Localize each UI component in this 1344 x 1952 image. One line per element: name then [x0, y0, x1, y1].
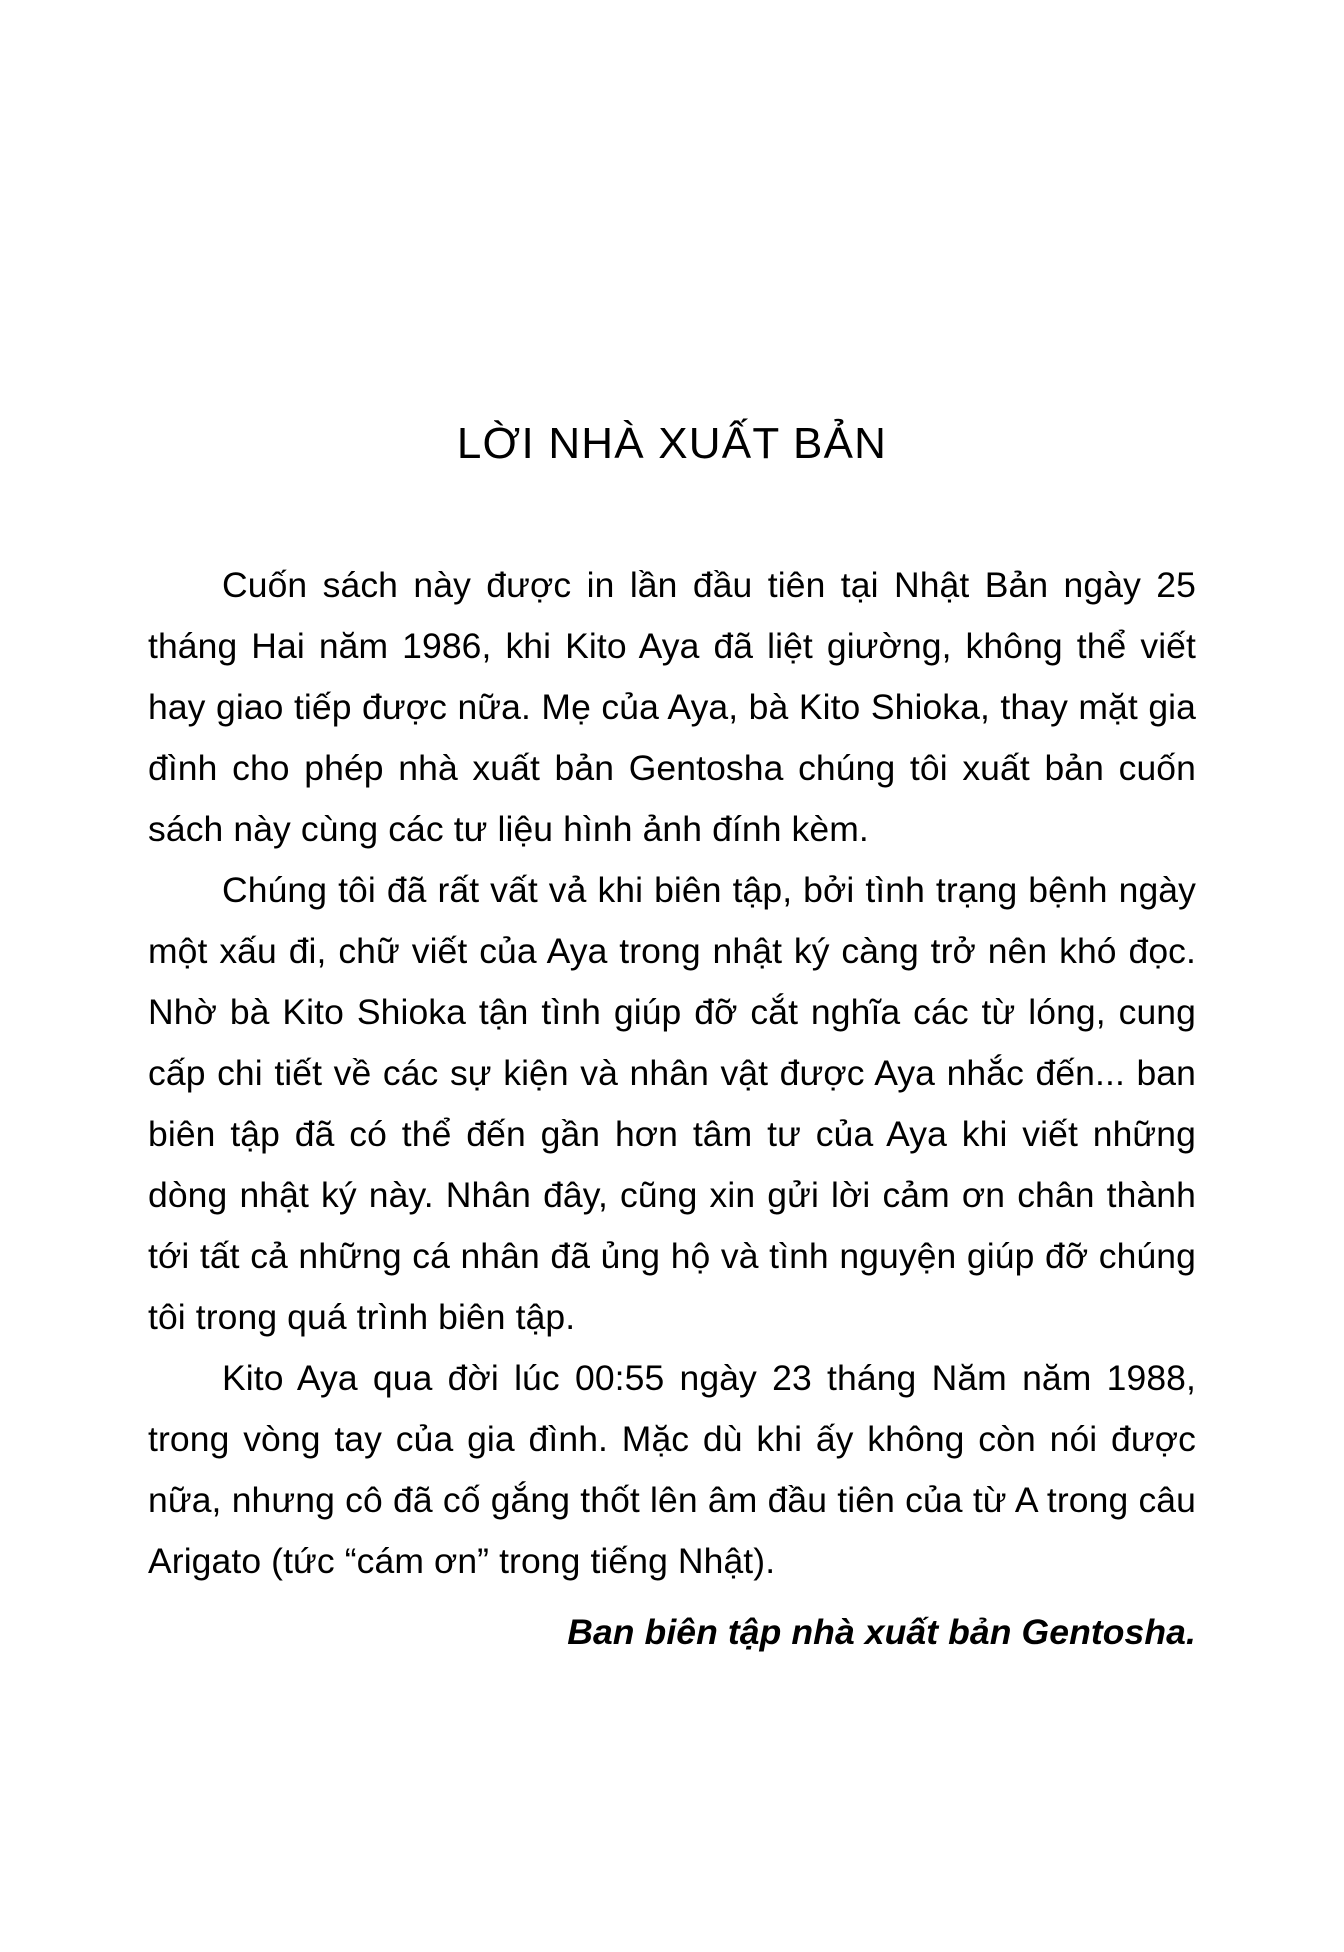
paragraph: Cuốn sách này được in lần đầu tiên tại Nhật Bản ngày 25 tháng Hai năm 1986, khi Kito Aya đã liệt giường, không thể viết hay giao tiếp được nữa. Mẹ của Aya, bà Kito Shioka, thay mặt gia đình cho phép nhà xuất bản Gentosha chúng tôi xuất bản cuốn sách này cùng các tư liệu hình ảnh đính kèm.: [148, 564, 1196, 849]
page-title: LỜI NHÀ XUẤT BẢN: [456, 419, 888, 468]
paragraph: Chúng tôi đã rất vất vả khi biên tập, bởi tình trạng bệnh ngày một xấu đi, chữ viết của Aya trong nhật ký càng trở nên khó đọc. Nhờ bà Kito Shioka tận tình giúp đỡ cắt nghĩa các từ lóng, cung cấp chi tiết về các sự kiện và nhân vật được Aya nhắc đến... ban biên tập đã có thể đến gần hơn tâm tư của Aya khi viết những dòng nhật ký này. Nhân đây, cũng xin gửi lời cảm ơn chân thành tới tất cả những cá nhân đã ủng hộ và tình nguyện giúp đỡ chúng tôi trong quá trình biên tập.: [148, 869, 1196, 1337]
paragraph: Kito Aya qua đời lúc 00:55 ngày 23 tháng Năm năm 1988, trong vòng tay của gia đình. Mặc dù khi ấy không còn nói được nữa, nhưng cô đã cố gắng thốt lên âm đầu tiên của từ A trong câu Arigato (tức “cám ơn” trong tiếng Nhật).: [148, 1357, 1196, 1581]
page-content: [148, 0, 1196, 1663]
signature-line: Ban biên tập nhà xuất bản Gentosha.: [567, 1611, 1196, 1652]
body-text: [148, 555, 1196, 1592]
